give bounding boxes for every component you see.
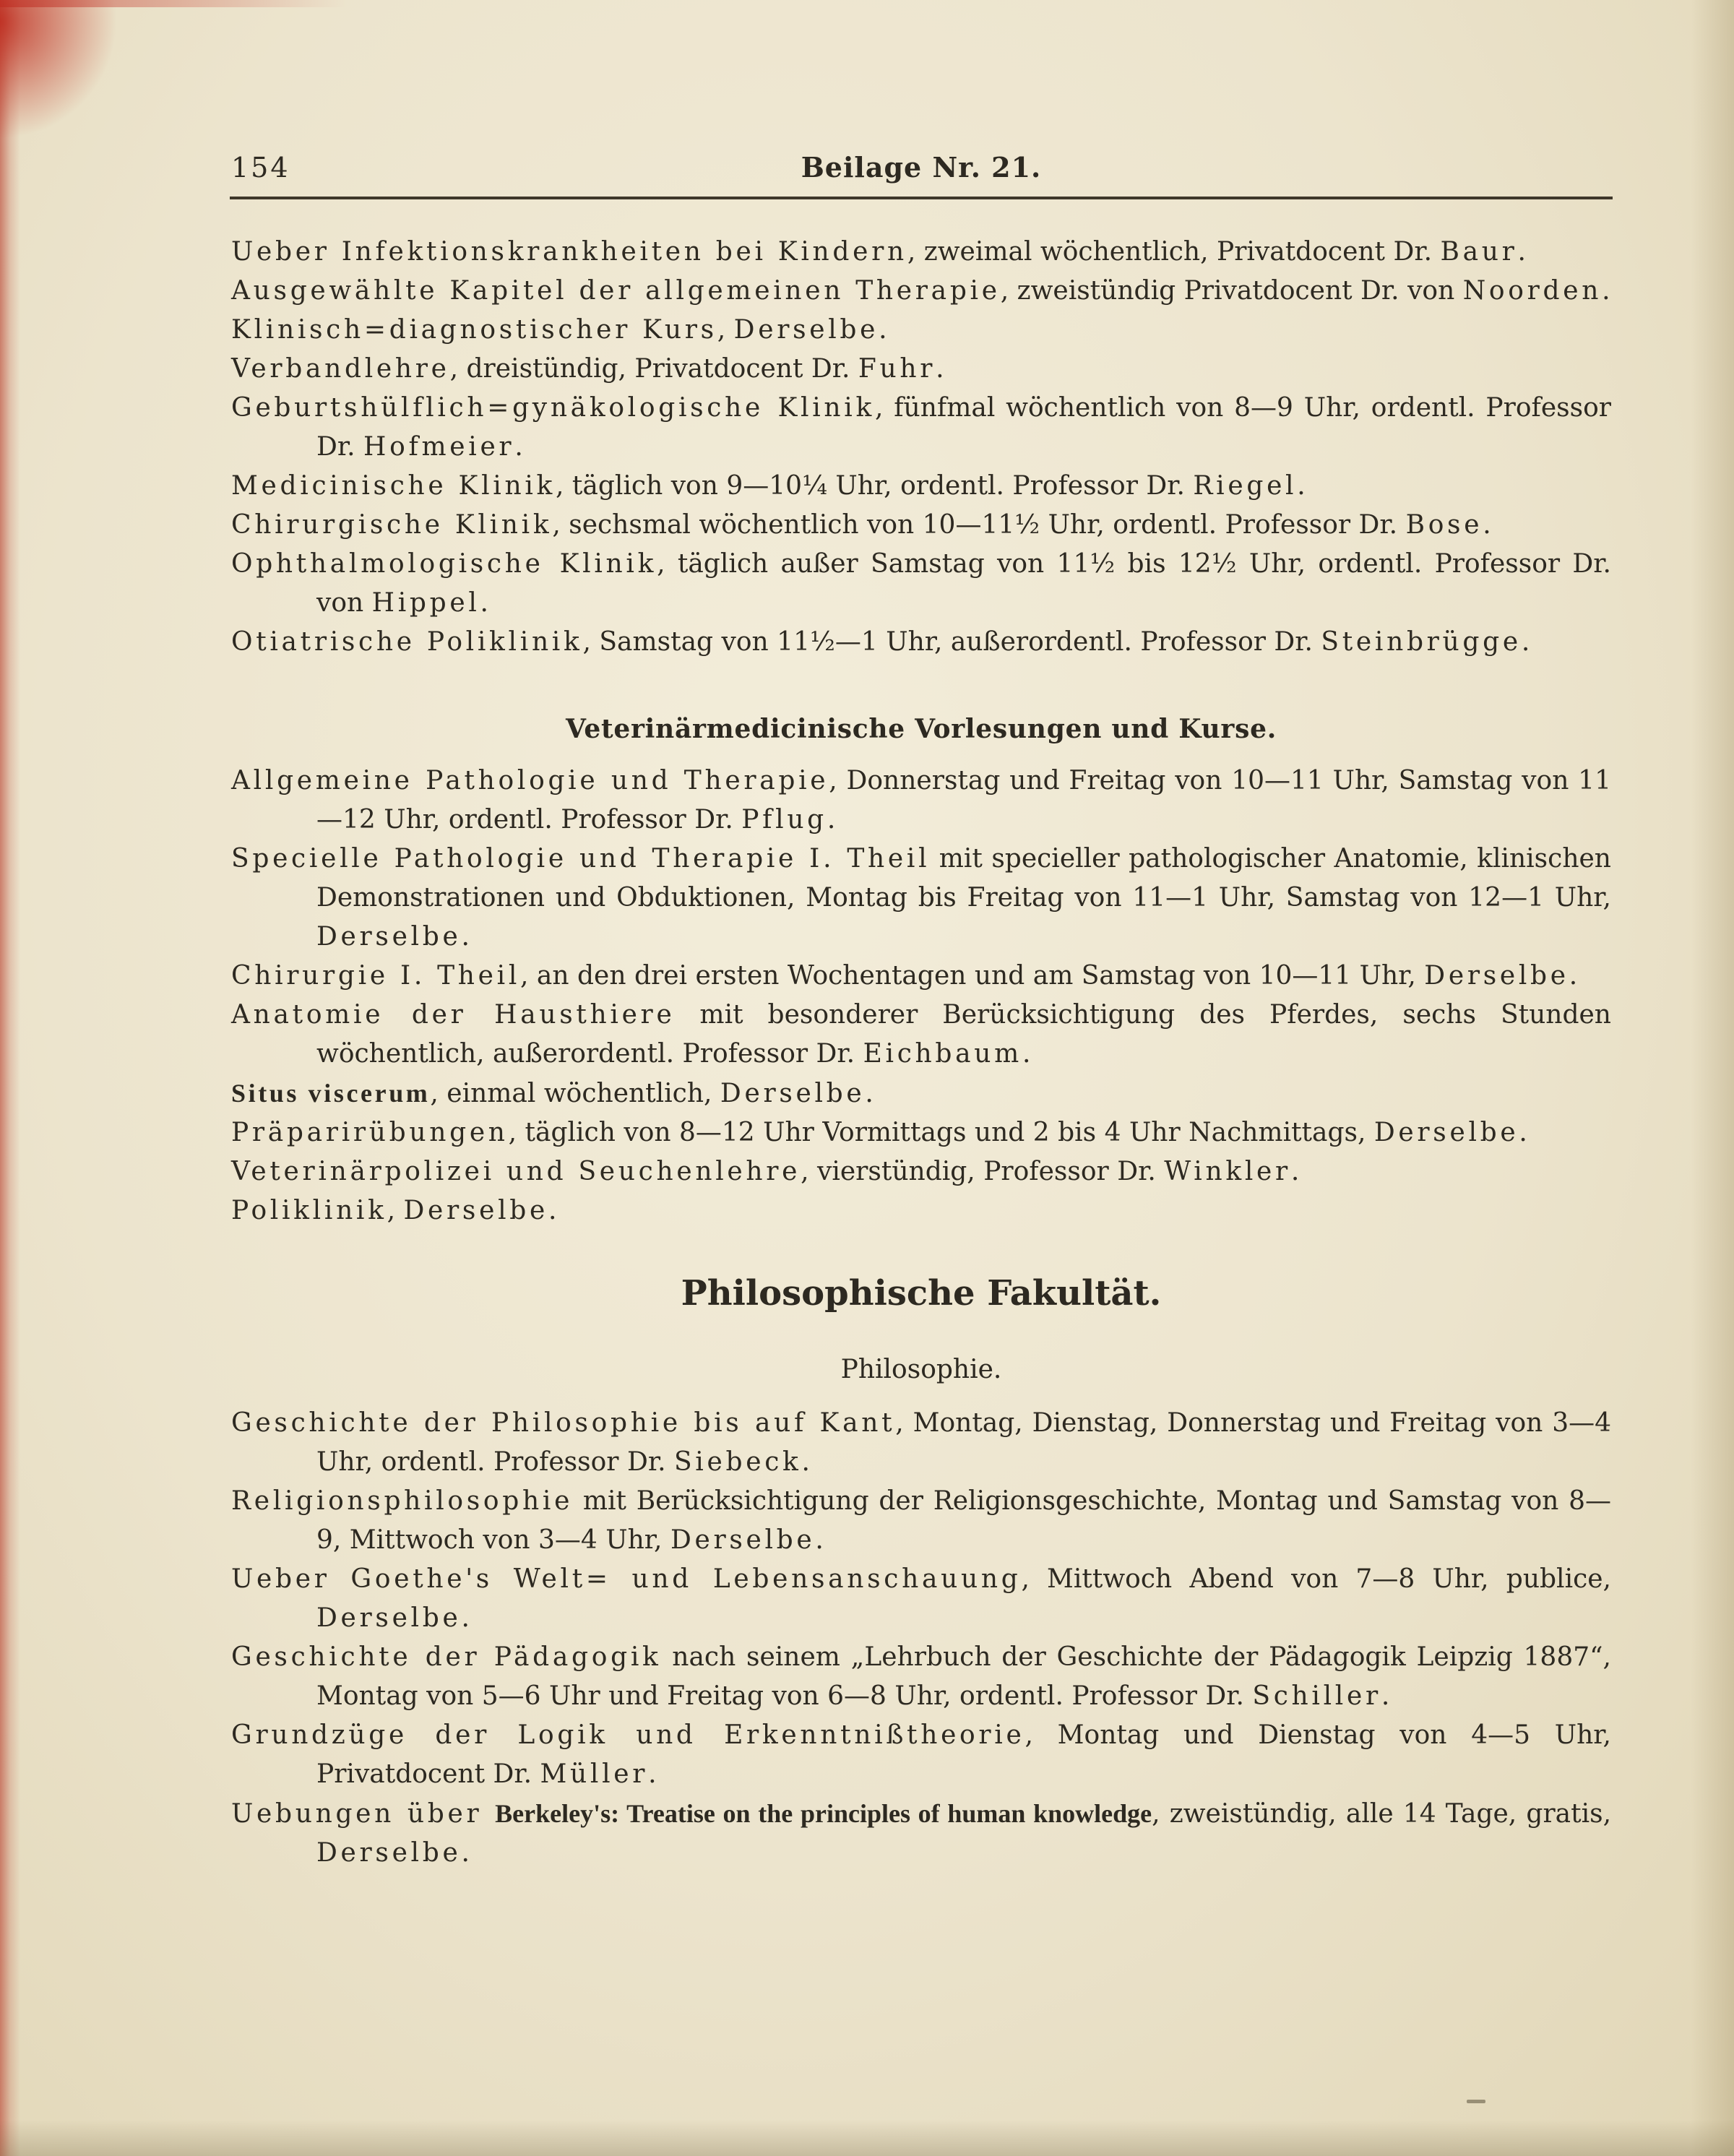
plain-text: mit besonderer Berücksichtigung des Pferdes, sechs Stunden wöchentlich, außerordentl. Professor Dr. <box>316 1000 1611 1069</box>
plain-text: . <box>1602 276 1610 306</box>
plain-text: , dreistündig, Privatdocent Dr. <box>449 354 858 384</box>
emphasized-text: Derselbe <box>316 1838 462 1868</box>
emphasized-text: Pflug <box>741 805 827 835</box>
emphasized-text: Religionsphilosophie <box>231 1486 574 1516</box>
emphasized-text: Siebeck <box>673 1447 802 1477</box>
plain-text: . <box>548 1196 557 1225</box>
plain-text: . <box>827 805 836 835</box>
plain-text: . <box>1297 471 1306 501</box>
plain-text: , täglich von 8—12 Uhr Vormittags und 2 bis 4 Uhr Nachmittags, <box>508 1118 1374 1147</box>
emphasized-text: Baur <box>1440 237 1518 267</box>
emphasized-text: Chirurgie I. Theil <box>231 961 521 991</box>
plain-text: . <box>801 1447 810 1477</box>
emphasized-text: Otiatrische Poliklinik <box>231 627 583 657</box>
catalog-entry <box>231 1794 1611 1873</box>
plain-text: . <box>865 1079 874 1108</box>
emphasized-text: Derselbe <box>403 1196 548 1225</box>
plain-text: . <box>936 354 944 384</box>
emphasized-text: Müller <box>540 1759 649 1789</box>
emphasized-text: Uebungen über <box>231 1799 496 1829</box>
plain-text: , zweistündig, alle 14 Tage, gratis, <box>1152 1799 1612 1829</box>
plain-text: . <box>1569 961 1578 991</box>
plain-text: nach seinem „Lehrbuch der Geschichte der Pädagogik Leipzig 1887“, Montag von 5—6 Uhr und Freitag von 6—8 Uhr, ordentl. Professor Dr. <box>316 1642 1611 1711</box>
emphasized-text: Präparirübungen <box>231 1118 509 1147</box>
plain-text: , zweimal wöchentlich, Privatdocent Dr. <box>907 237 1441 267</box>
catalog-entry <box>231 1482 1611 1560</box>
catalog-entry <box>231 840 1611 957</box>
plain-text: , Montag und Dienstag von 4—5 Uhr, Privatdocent Dr. <box>316 1720 1611 1789</box>
scan-left-edge-artifact <box>0 0 20 2156</box>
plain-text: . <box>1521 627 1530 657</box>
emphasized-text: Derselbe <box>1424 961 1569 991</box>
emphasized-text: Derselbe <box>733 315 879 345</box>
plain-text: , Mittwoch Abend von 7—8 Uhr, publice, <box>1021 1564 1611 1594</box>
emphasized-text: Poliklinik <box>231 1196 387 1225</box>
catalog-entry <box>231 1638 1611 1716</box>
catalog-entry <box>231 623 1611 662</box>
emphasized-text: Grundzüge der Logik und Erkenntnißtheorie <box>231 1720 1025 1750</box>
emphasized-text: Klinisch=diagnostischer Kurs <box>231 315 717 345</box>
emphasized-text: Derselbe <box>670 1525 816 1555</box>
plain-text: . <box>514 432 523 462</box>
plain-text: . <box>1290 1157 1300 1186</box>
scan-speckle <box>1467 2100 1485 2103</box>
plain-text: , Samstag von 11½—1 Uhr, außerordentl. Professor Dr. <box>582 627 1321 657</box>
catalog-entry <box>231 1152 1611 1191</box>
emphasized-text: Anatomie der Hausthiere <box>231 1000 676 1030</box>
emphasized-text: Ueber Infektionskrankheiten bei Kindern <box>231 237 907 267</box>
emphasized-text: Medicinische Klinik <box>231 471 556 501</box>
catalog-entry <box>231 233 1611 272</box>
plain-text: , täglich von 9—10¼ Uhr, ordentl. Professor Dr. <box>556 471 1194 501</box>
plain-text: , Montag, Dienstag, Donnerstag und Freitag von 3—4 Uhr, ordentl. Professor Dr. <box>316 1408 1611 1477</box>
catalog-entry <box>231 1716 1611 1794</box>
plain-text: , zweistündig Privatdocent Dr. von <box>1000 276 1463 306</box>
emphasized-text: Geschichte der Pädagogik <box>231 1642 662 1672</box>
plain-text: . <box>1381 1681 1390 1711</box>
emphasized-text: Bose <box>1405 510 1483 540</box>
plain-text: , sechsmal wöchentlich von 10—11½ Uhr, ordentl. Professor Dr. <box>552 510 1406 540</box>
emphasized-text: Geschichte der Philosophie bis auf Kant <box>231 1408 896 1438</box>
emphasized-text: Noorden <box>1462 276 1603 306</box>
emphasized-text: Fuhr <box>858 354 936 384</box>
header-rule <box>230 197 1613 199</box>
emphasized-text: Geburtshülflich=gynäkologische Klinik <box>231 393 875 423</box>
emphasized-text: Hofmeier <box>363 432 515 462</box>
catalog-entry <box>231 1191 1611 1230</box>
emphasized-text: Allgemeine Pathologie und Therapie <box>231 766 829 795</box>
emphasized-text: Ophthalmologische Klinik <box>231 549 657 579</box>
catalog-entry <box>231 1560 1611 1638</box>
subsection-heading: Philosophie. <box>840 1355 1002 1384</box>
emphasized-text: Ueber Goethe's Welt= und Lebensanschauung <box>231 1564 1022 1594</box>
plain-text: . <box>461 922 470 952</box>
latin-text: Berkeley's: Treatise on the principles of human knowledge <box>495 1799 1152 1828</box>
catalog-entry <box>231 1113 1611 1152</box>
emphasized-text: Verbandlehre <box>231 354 450 384</box>
page-number: 154 <box>231 152 290 184</box>
scan-top-edge-artifact <box>0 0 1734 7</box>
plain-text: , vierstündig, Professor Dr. <box>801 1157 1165 1186</box>
emphasized-text: Riegel <box>1193 471 1298 501</box>
emphasized-text: Derselbe <box>720 1079 866 1108</box>
plain-text: . <box>461 1838 470 1868</box>
emphasized-text: Specielle Pathologie und Therapie I. Theil <box>231 844 931 874</box>
catalog-entry <box>231 545 1611 623</box>
catalog-entry <box>231 1074 1611 1113</box>
catalog-entry <box>231 957 1611 996</box>
emphasized-text: Derselbe <box>316 1603 462 1633</box>
plain-text: , täglich außer Samstag von 11½ bis 12½ Uhr, ordentl. Professor Dr. von <box>316 549 1611 618</box>
plain-text: . <box>815 1525 824 1555</box>
emphasized-text: Veterinärpolizei und Seuchenlehre <box>231 1157 801 1186</box>
emphasized-text: Chirurgische Klinik <box>231 510 553 540</box>
scan-corner-artifact <box>0 0 116 159</box>
plain-text: . <box>480 588 488 618</box>
plain-text: , <box>717 315 734 345</box>
emphasized-text: Steinbrügge <box>1321 627 1522 657</box>
plain-text: . <box>1022 1039 1031 1069</box>
catalog-entry <box>231 1404 1611 1482</box>
page-header <box>231 152 1611 192</box>
plain-text: . <box>461 1603 470 1633</box>
running-title: Beilage Nr. 21. <box>801 151 1042 184</box>
catalog-entry <box>231 996 1611 1074</box>
plain-text: . <box>648 1759 657 1789</box>
plain-text: . <box>1483 510 1491 540</box>
latin-emphasized-text: Situs viscerum <box>231 1079 431 1108</box>
catalog-entry <box>231 762 1611 840</box>
plain-text: . <box>879 315 887 345</box>
catalog-entry <box>231 506 1611 545</box>
catalog-entry <box>231 467 1611 506</box>
emphasized-text: Winkler <box>1164 1157 1291 1186</box>
plain-text: , einmal wöchentlich, <box>430 1079 720 1108</box>
plain-text: . <box>1519 1118 1527 1147</box>
catalog-entry <box>231 350 1611 389</box>
scan-bottom-edge-shading <box>0 2120 1734 2156</box>
scan-right-edge-shading <box>1691 0 1734 2156</box>
emphasized-text: Ausgewählte Kapitel der allgemeinen Therapie <box>231 276 1001 306</box>
catalog-entry <box>231 272 1611 311</box>
plain-text: , Donnerstag und Freitag von 10—11 Uhr, Samstag von 11—12 Uhr, ordentl. Professor Dr. <box>316 766 1611 835</box>
section-heading: Veterinärmedicinische Vorlesungen und Kurse. <box>566 714 1277 744</box>
emphasized-text: Derselbe <box>1373 1118 1519 1147</box>
plain-text: mit Berücksichtigung der Religionsgeschichte, Montag und Samstag von 8—9, Mittwoch von 3—4 Uhr, <box>316 1486 1611 1555</box>
plain-text: , fünfmal wöchentlich von 8—9 Uhr, ordentl. Professor Dr. <box>316 393 1611 462</box>
catalog-entry <box>231 311 1611 350</box>
plain-text: . <box>1517 237 1526 267</box>
emphasized-text: Eichbaum <box>863 1039 1022 1069</box>
plain-text: , an den drei ersten Wochentagen und am Samstag von 10—11 Uhr, <box>520 961 1425 991</box>
plain-text: , <box>387 1196 404 1225</box>
catalog-entry <box>231 389 1611 467</box>
plain-text: mit specieller pathologischer Anatomie, klinischen Demonstrationen und Obduktionen, Montag bis Freitag von 11—1 Uhr, Samstag von 12—1 Uhr, <box>316 844 1611 913</box>
faculty-heading: Philosophische Fakultät. <box>681 1273 1162 1314</box>
emphasized-text: Derselbe <box>316 922 462 952</box>
emphasized-text: Schiller <box>1252 1681 1381 1711</box>
document-body <box>231 233 1611 1873</box>
emphasized-text: Hippel <box>371 588 480 618</box>
